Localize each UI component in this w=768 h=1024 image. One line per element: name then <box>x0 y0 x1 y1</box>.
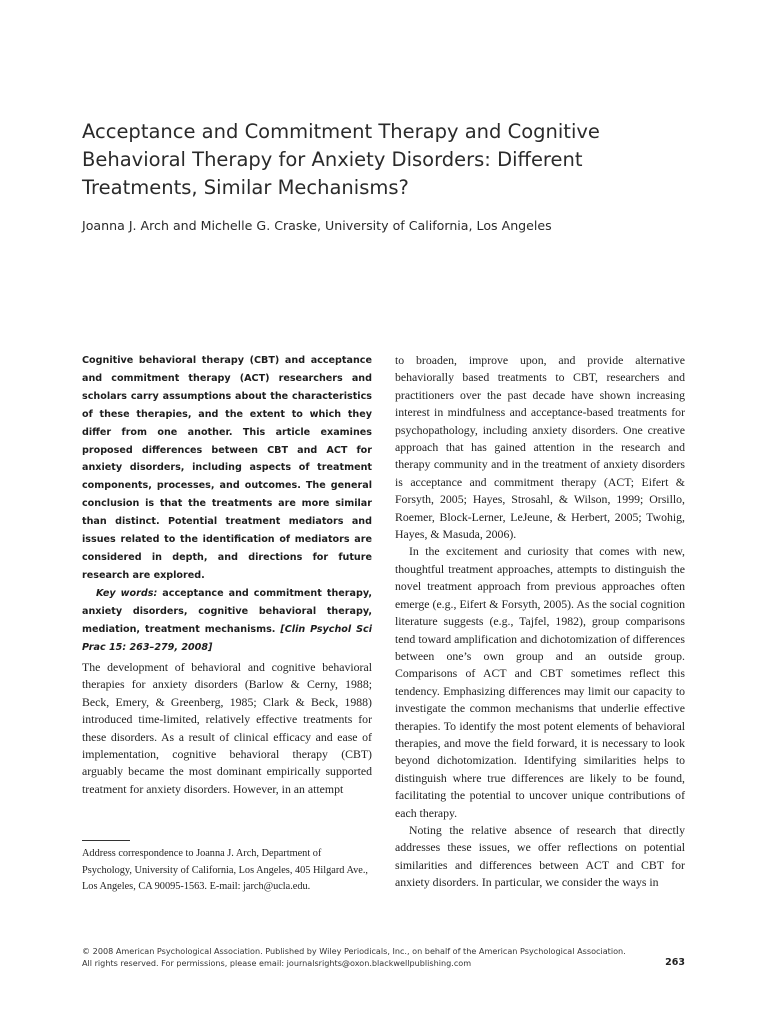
body-paragraph: to broaden, improve upon, and provide alternative behaviorally based treatments to CBT, researchers and practitioners over the past decade have shown increasing interest in mindfulness and acceptance-based treatments for psychopathology, including anxiety disorders. One creative approach that has gained attention in the research and therapy community and in the treatment of anxiety disorders is acceptance and commitment therapy (ACT; Eifert & Forsyth, 2005; Hayes, Strosahl, & Wilson, 1999; Orsillo, Roemer, Block-Lerner, LeJeune, & Herbert, 2005; Twohig, Hayes, & Masuda, 2006). <box>395 353 685 542</box>
keywords <box>82 585 372 657</box>
abstract-text: Cognitive behavioral therapy (CBT) and acceptance and commitment therapy (ACT) researchers and scholars carry assumptions about the characteristics of these therapies, and the extent to which they differ from one another. This article examines proposed differences between CBT and ACT for anxiety disorders, including aspects of treatment components, processes, and outcomes. The general conclusion is that the treatments are more similar than distinct. Potential treatment mediators and issues related to the identification of mediators are considered in depth, and directions for future research are explored. <box>82 355 372 581</box>
body-paragraph: In the excitement and curiosity that comes with new, thoughtful treatment approaches, attempts to distinguish the novel treatment approach from previous approaches often emerge (e.g., Eifert & Forsyth, 2005). As the social cognition literature suggests (e.g., Tajfel, 1982), group comparisons tend toward amplification and dichotomization of differences between one’s own group and an outside group. Comparisons of ACT and CBT sometimes reflect this tendency. Emphasizing differences may limit our capacity to investigate the common mechanisms that underlie effective therapies. To identify the most potent elements of behavioral therapies, and move the field forward, it is necessary to look beyond dichotomization. Identifying similarities helps to distinguish where true differences are likely to be found, facilitating the potential to uncover unique contributions of each therapy. <box>395 544 685 820</box>
body-left-column <box>82 659 372 798</box>
abstract <box>82 352 372 656</box>
correspondence-footnote: Address correspondence to Joanna J. Arch, Department of Psychology, University of California, Los Angeles, 405 Hilgard Ave., Los Angeles, CA 90095-1563. E-mail: jarch@ucla.edu. <box>82 848 368 893</box>
keywords-label: Key words: <box>96 587 158 599</box>
footnote-divider <box>82 840 130 841</box>
article-title: Acceptance and Commitment Therapy and Cognitive Behavioral Therapy for Anxiety Disorders: Different Treatments, Similar Mechanisms? <box>82 120 600 199</box>
body-paragraph: The development of behavioral and cognitive behavioral therapies for anxiety disorders (Barlow & Cerny, 1988; Beck, Emery, & Greenberg, 1985; Clark & Beck, 1988) introduced time-limited, relatively effective treatments for these disorders. As a result of clinical efficacy and ease of implementation, cognitive behavioral therapy (CBT) arguably became the most dominant empirically supported treatment for anxiety disorders. However, in an attempt <box>82 660 372 796</box>
keywords-list: acceptance and commitment therapy, anxiety disorders, cognitive behavioral therapy, mediation, treatment mechanisms. <box>82 587 373 635</box>
permissions-line: All rights reserved. For permissions, please email: journalsrights@oxon.blackwellpublishing.com <box>82 957 472 968</box>
copyright-line: © 2008 American Psychological Association. Published by Wiley Periodicals, Inc., on behalf of the American Psychological Association. <box>82 946 626 956</box>
body-paragraph: Noting the relative absence of research that directly addresses these issues, we offer reflections on potential similarities and differences between ACT and CBT for anxiety disorders. In particular, we consider the ways in <box>395 822 685 890</box>
page-number: 263 <box>665 957 685 968</box>
copyright-notice <box>82 946 662 969</box>
journal-citation: [Clin Psychol Sci Prac 15: 263–279, 2008] <box>82 623 372 653</box>
author-line: Joanna J. Arch and Michelle G. Craske, University of California, Los Angeles <box>82 218 552 233</box>
body-right-column <box>395 352 685 892</box>
